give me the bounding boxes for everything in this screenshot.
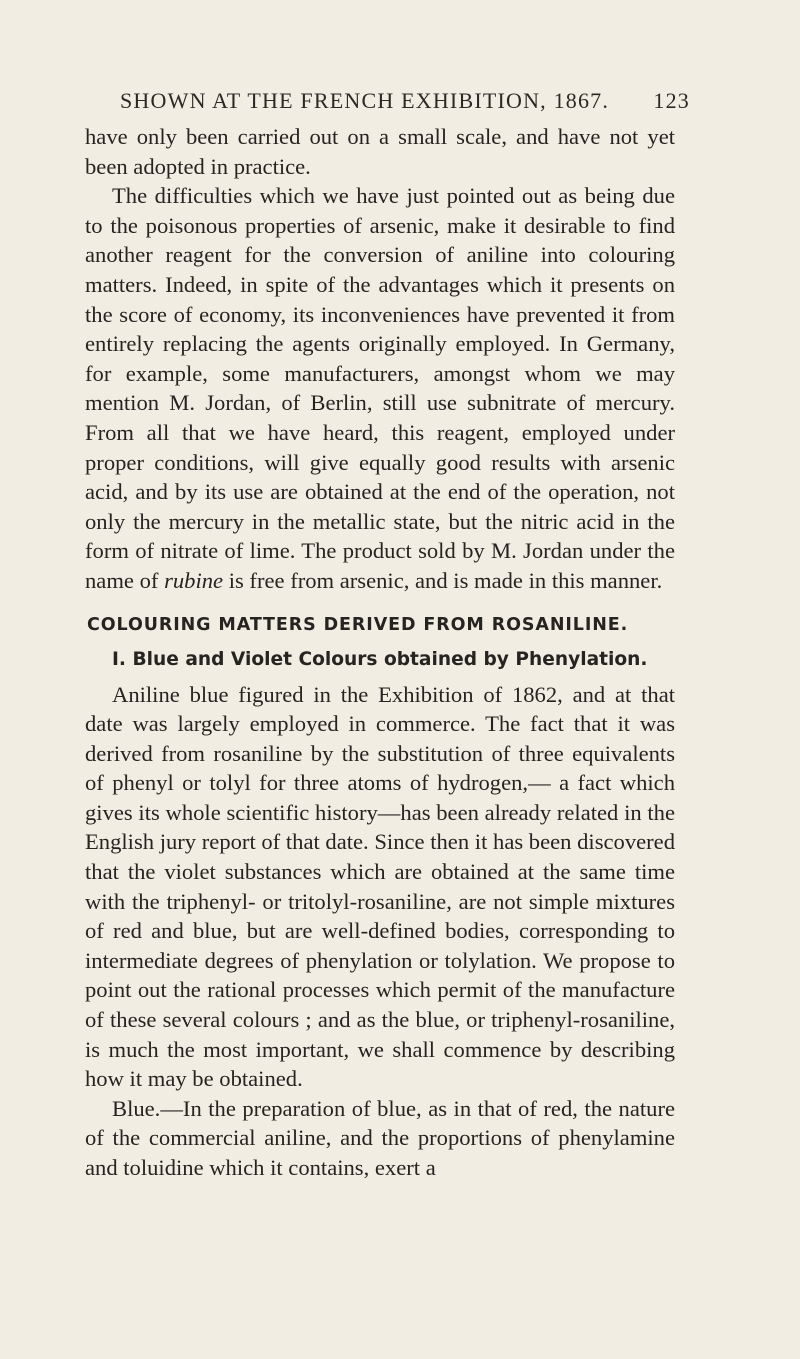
paragraph-continuation: have only been carried out on a small scale, and have not yet been adopted in practice. [85, 124, 675, 179]
section-heading: COLOURING MATTERS DERIVED FROM ROSANILINE. [87, 614, 629, 635]
page-number: 123 [653, 88, 690, 113]
italic-term-rubine: rubine [164, 567, 224, 593]
body-text [85, 122, 675, 1183]
running-title: SHOWN AT THE FRENCH EXHIBITION, 1867. [120, 88, 610, 113]
paragraph-aniline-blue: Aniline blue figured in the Exhibition of 1862, and at that date was largely employed in commerce. The fact that it was derived from rosaniline by the substitution of three equivalents of phenyl or tolyl for three atoms of hydrogen,— a fact which gives its whole scientific history—has been already related in the English jury report of that date. Since then it has been discovered that the violet substances which are obtained at the same time with the triphenyl- or tritolyl-rosaniline, are not simple mixtures of red and blue, but are well-defined bodies, corresponding to intermediate degrees of phenylation or tolylation. We propose to point out the rational processes which permit of the manufacture of these several colours ; and as the blue, or triphenyl-rosaniline, is much the most important, we shall commence by describing how it may be obtained. [85, 681, 675, 1092]
paragraph-arsenic-reagent [85, 181, 675, 595]
paragraph-text: The difficulties which we have just pointed out as being due to the poisonous properties of arsenic, make it desirable to find another reagent for the conversion of aniline into colouring matters. Indeed, in spite of the advantages which it presents on the score of economy, its inconveniences have prevented it from entirely replacing the agents originally employed. In Germany, for example, some manufacturers, amongst whom we may mention M. Jordan, of Berlin, still use subnitrate of mercury. From all that we have heard, this reagent, employed under proper conditions, will give equally good results with arsenic acid, and by its use are obtained at the end of the operation, not only the mercury in the metallic state, but the nitric acid in the form of nitrate of lime. The product sold by M. Jordan under the name of [85, 183, 675, 593]
paragraph-blue: Blue.—In the preparation of blue, as in that of red, the nature of the commercial aniline, and the proportions of phenylamine and toluidine which it contains, exert a [85, 1095, 675, 1180]
subsection-heading: I. Blue and Violet Colours obtained by Phenylation. [112, 648, 648, 670]
paragraph-text-end: is free from arsenic, and is made in this manner. [228, 567, 663, 593]
